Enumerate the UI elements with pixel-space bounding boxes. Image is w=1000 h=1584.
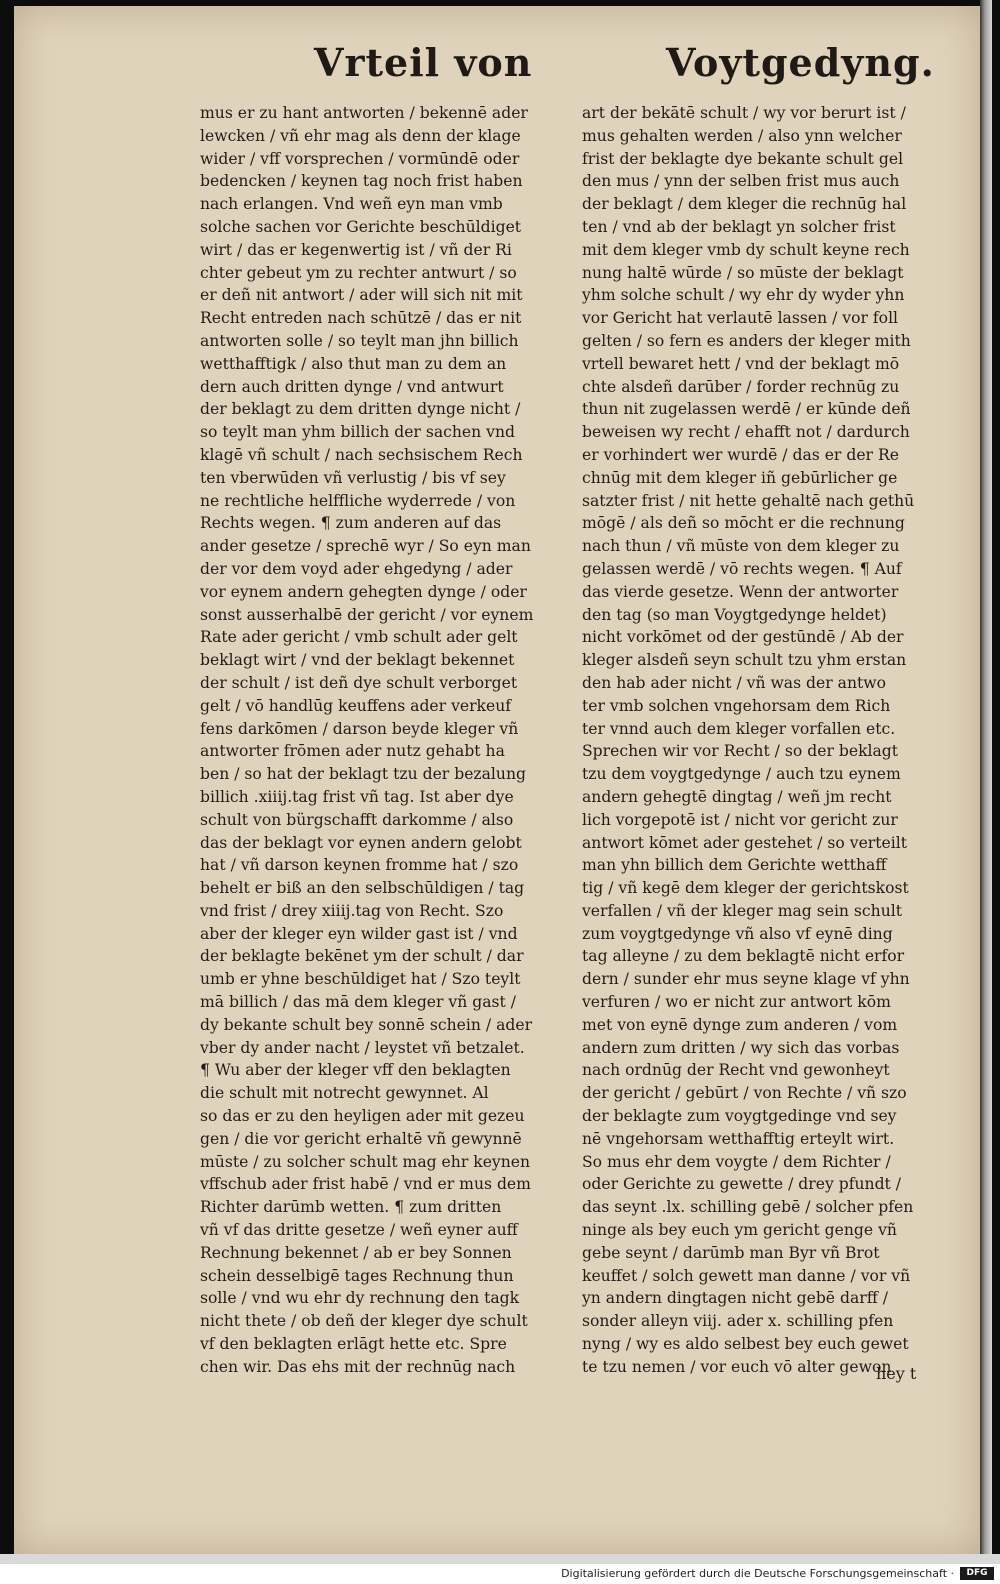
- text-line: schult von bürgschafft darkomme / also: [200, 810, 514, 829]
- text-line: ben / so hat der beklagt tzu der bezalung: [200, 765, 526, 784]
- text-line: solche sachen vor Gerichte beschūldiget: [200, 217, 522, 236]
- text-line: chen wir. Das ehs mit der rechnūg nach: [200, 1357, 516, 1376]
- text-line: Sprechen wir vor Recht / so der beklagt: [582, 742, 899, 761]
- text-line: sonst ausserhalbē der gericht / vor eynem: [200, 605, 534, 624]
- text-line: met von eynē dynge zum anderen / vom: [582, 1015, 898, 1034]
- text-line: bedencken / keynen tag noch frist haben: [200, 172, 523, 191]
- text-line: mus gehalten werden / also ynn welcher: [582, 126, 902, 145]
- text-line: Richter darūmb wetten. ¶ zum dritten: [200, 1198, 502, 1217]
- text-line: lewcken / vñ ehr mag als denn der klage: [200, 126, 521, 145]
- text-line: kleger alsdeñ seyn schult tzu yhm erstan: [582, 651, 907, 670]
- header-left-title: Vrteil von: [314, 40, 533, 85]
- text-line: vor eynem andern gehegten dynge / oder: [200, 582, 527, 601]
- text-line: chter gebeut ym zu rechter antwurt / so: [200, 263, 517, 282]
- text-line: antwort kōmet ader gestehet / so verteilt: [582, 833, 908, 852]
- text-line: Recht entreden nach schūtzē / das er nit: [200, 309, 522, 328]
- text-line: antworten solle / so teylt man jhn billich: [200, 331, 519, 350]
- text-line: billich .xiiij.tag frist vñ tag. Ist aber dye: [200, 787, 514, 806]
- text-line: ter vmb solchen vngehorsam dem Rich: [582, 696, 891, 715]
- text-line: wetthafftigk / also thut man zu dem an: [200, 354, 507, 373]
- text-line: ten vberwūden vñ verlustig / bis vf sey: [200, 468, 506, 487]
- text-line: so das er zu den heyligen ader mit gezeu: [200, 1107, 525, 1126]
- text-line: tzu dem voygtgedynge / auch tzu eynem: [582, 765, 901, 784]
- text-line: nach thun / vñ mūste von dem kleger zu: [582, 537, 900, 556]
- text-line: den hab ader nicht / vñ was der antwo: [582, 673, 887, 692]
- text-line: solle / vnd wu ehr dy rechnung den tagk: [200, 1289, 520, 1308]
- text-line: thun nit zugelassen werdē / er kūnde deñ: [582, 400, 911, 419]
- text-line: nē vngehorsam wetthafftig erteylt wirt.: [582, 1129, 895, 1148]
- text-line: aber der kleger eyn wilder gast ist / vnd: [200, 924, 518, 943]
- text-line: art der bekātē schult / wy vor berurt ist /: [582, 104, 906, 122]
- text-line: der beklagt zu dem dritten dynge nicht /: [200, 400, 521, 419]
- text-line: antworter frōmen ader nutz gehabt ha: [200, 742, 505, 761]
- text-line: nicht vorkōmet od der gestūndē / Ab der: [582, 628, 904, 647]
- text-line: mus er zu hant antworten / bekennē ader: [200, 104, 528, 122]
- text-line: gebe seynt / darūmb man Byr vñ Brot: [582, 1243, 880, 1262]
- text-line: Rechts wegen. ¶ zum anderen auf das: [200, 514, 502, 533]
- text-line: hat / vñ darson keynen fromme hat / szo: [200, 856, 519, 875]
- text-line: vf den beklagten erlāgt hette etc. Spre: [200, 1335, 507, 1354]
- header-right-title: Voytgedyng.: [666, 40, 935, 85]
- text-line: te tzu nemen / vor euch vō alter gewon: [582, 1357, 892, 1376]
- text-line: mūste / zu solcher schult mag ehr keynen: [200, 1152, 531, 1171]
- text-line: nyng / wy es aldo selbest bey euch gewet: [582, 1335, 909, 1354]
- text-line: vrtell bewaret hett / vnd der beklagt mō: [582, 354, 900, 373]
- text-line: tig / vñ kegē dem kleger der gerichtskost: [582, 879, 909, 898]
- text-line: vor Gericht hat verlautē lassen / vor foll: [582, 309, 899, 328]
- text-line: So mus ehr dem voygte / dem Richter /: [582, 1152, 891, 1171]
- text-line: dern / sunder ehr mus seyne klage vf yhn: [582, 970, 910, 989]
- text-line: chte alsdeñ darūber / forder rechnūg zu: [582, 377, 900, 396]
- text-line: vber dy ander nacht / leystet vñ betzalet.: [200, 1038, 525, 1057]
- dfg-logo: DFG: [960, 1567, 994, 1580]
- text-line: wider / vff vorsprechen / vormūndē oder: [200, 149, 520, 168]
- text-line: wirt / das er kegenwertig ist / vñ der Ri: [200, 240, 512, 259]
- text-line: yhm solche schult / wy ehr dy wyder yhn: [582, 286, 905, 305]
- text-column-right: [582, 102, 974, 1379]
- text-line: der beklagte bekēnet ym der schult / dar: [200, 947, 524, 966]
- text-line: ¶ Wu aber der kleger vff den beklagten: [200, 1061, 511, 1080]
- text-line: der gericht / gebūrt / von Rechte / vñ szo: [582, 1084, 907, 1103]
- text-line: mit dem kleger vmb dy schult keyne rech: [582, 240, 910, 259]
- text-line: nach ordnūg der Recht vnd gewonheyt: [582, 1061, 890, 1080]
- text-line: man yhn billich dem Gerichte wetthaff: [582, 856, 887, 875]
- text-line: klagē vñ schult / nach sechsischem Rech: [200, 445, 523, 464]
- text-line: yn andern dingtagen nicht gebē darff /: [582, 1289, 889, 1308]
- text-line: chnūg mit dem kleger iñ gebūrlicher ge: [582, 468, 898, 487]
- text-line: das seynt .lx. schilling gebē / solcher pfen: [582, 1198, 914, 1217]
- text-line: ander gesetze / sprechē wyr / So eyn man: [200, 537, 531, 556]
- text-line: der vor dem voyd ader ehgedyng / ader: [200, 559, 513, 578]
- text-line: sonder alleyn viij. ader x. schilling pfen: [582, 1312, 894, 1331]
- text-line: ten / vnd ab der beklagt yn solcher frist: [582, 217, 896, 236]
- text-line: so teylt man yhm billich der sachen vnd: [200, 423, 515, 442]
- footer-credit: Digitalisierung gefördert durch die Deutsche Forschungsgemeinschaft ·: [561, 1567, 954, 1580]
- text-line: ninge als bey euch ym gericht genge vñ: [582, 1221, 897, 1240]
- text-line: gelt / vō handlūg keuffens ader verkeuf: [200, 696, 512, 715]
- text-line: beweisen wy recht / ehafft not / dardurch: [582, 423, 910, 442]
- text-line: lich vorgepotē ist / nicht vor gericht zur: [582, 810, 898, 829]
- text-line: gelten / so fern es anders der kleger mith: [582, 331, 911, 350]
- text-line: tag alleyne / zu dem beklagtē nicht erfor: [582, 947, 905, 966]
- text-line: das der beklagt vor eynen andern gelobt: [200, 833, 522, 852]
- text-line: ne rechtliche helffliche wyderrede / von: [200, 491, 516, 510]
- text-line: andern zum dritten / wy sich das vorbas: [582, 1038, 900, 1057]
- text-line: die schult mit notrecht gewynnet. Al: [200, 1084, 489, 1103]
- text-line: behelt er biß an den selbschūldigen / tag: [200, 879, 525, 898]
- text-line: zum voygtgedynge vñ also vf eynē ding: [582, 924, 893, 943]
- text-line: keuffet / solch gewett man danne / vor vñ: [582, 1266, 911, 1285]
- text-line: dy bekante schult bey sonnē schein / ader: [200, 1015, 533, 1034]
- text-line: Rechnung bekennet / ab er bey Sonnen: [200, 1243, 512, 1262]
- text-line: verfuren / wo er nicht zur antwort kōm: [582, 993, 891, 1012]
- catchword: hey t: [876, 1364, 917, 1383]
- text-line: das vierde gesetze. Wenn der antworter: [582, 582, 899, 601]
- text-line: mōgē / als deñ so mōcht er die rechnung: [582, 514, 905, 533]
- footer-bar: [0, 1564, 1000, 1584]
- text-column-left: [200, 102, 580, 1379]
- text-line: vffschub ader frist habē / vnd er mus dem: [200, 1175, 531, 1194]
- text-line: schein desselbigē tages Rechnung thun: [200, 1266, 514, 1285]
- text-line: nung haltē wūrde / so mūste der beklagt: [582, 263, 904, 282]
- scan-bottom-edge: [0, 1554, 1000, 1564]
- text-line: fens darkōmen / darson beyde kleger vñ: [200, 719, 519, 738]
- text-line: vnd frist / drey xiiij.tag von Recht. Szo: [200, 901, 504, 920]
- text-line: gen / die vor gericht erhaltē vñ gewynnē: [200, 1129, 522, 1148]
- text-line: ter vnnd auch dem kleger vorfallen etc.: [582, 719, 896, 738]
- running-header: [14, 40, 980, 100]
- text-line: der schult / ist deñ dye schult verborget: [200, 673, 518, 692]
- book-page: [14, 6, 980, 1554]
- text-line: mā billich / das mā dem kleger vñ gast /: [200, 993, 517, 1012]
- text-line: andern gehegtē dingtag / weñ jm recht: [582, 787, 892, 806]
- text-line: nach erlangen. Vnd weñ eyn man vmb: [200, 195, 503, 214]
- text-line: den mus / ynn der selben frist mus auch: [582, 172, 900, 191]
- text-line: satzter frist / nit hette gehaltē nach gethū: [582, 491, 915, 510]
- text-line: er deñ nit antwort / ader will sich nit mit: [200, 286, 523, 305]
- text-line: oder Gerichte zu gewette / drey pfundt /: [582, 1175, 902, 1194]
- text-line: dern auch dritten dynge / vnd antwurt: [200, 377, 504, 396]
- text-line: er vorhindert wer wurdē / das er der Re: [582, 445, 899, 464]
- text-line: frist der beklagte dye bekante schult gel: [582, 149, 904, 168]
- text-line: der beklagte zum voygtgedinge vnd sey: [582, 1107, 897, 1126]
- text-line: Rate ader gericht / vmb schult ader gelt: [200, 628, 518, 647]
- text-line: umb er yhne beschūldiget hat / Szo teylt: [200, 970, 521, 989]
- text-line: gelassen werdē / vō rechts wegen. ¶ Auf: [582, 559, 902, 578]
- text-line: der beklagt / dem kleger die rechnūg hal: [582, 195, 907, 214]
- text-line: beklagt wirt / vnd der beklagt bekennet: [200, 651, 515, 670]
- text-line: vñ vf das dritte gesetze / weñ eyner auff: [200, 1221, 518, 1240]
- scan-edge: [980, 0, 992, 1560]
- text-line: den tag (so man Voygtgedynge heldet): [582, 605, 887, 624]
- text-line: nicht thete / ob deñ der kleger dye schult: [200, 1312, 528, 1331]
- text-line: verfallen / vñ der kleger mag sein schult: [582, 901, 903, 920]
